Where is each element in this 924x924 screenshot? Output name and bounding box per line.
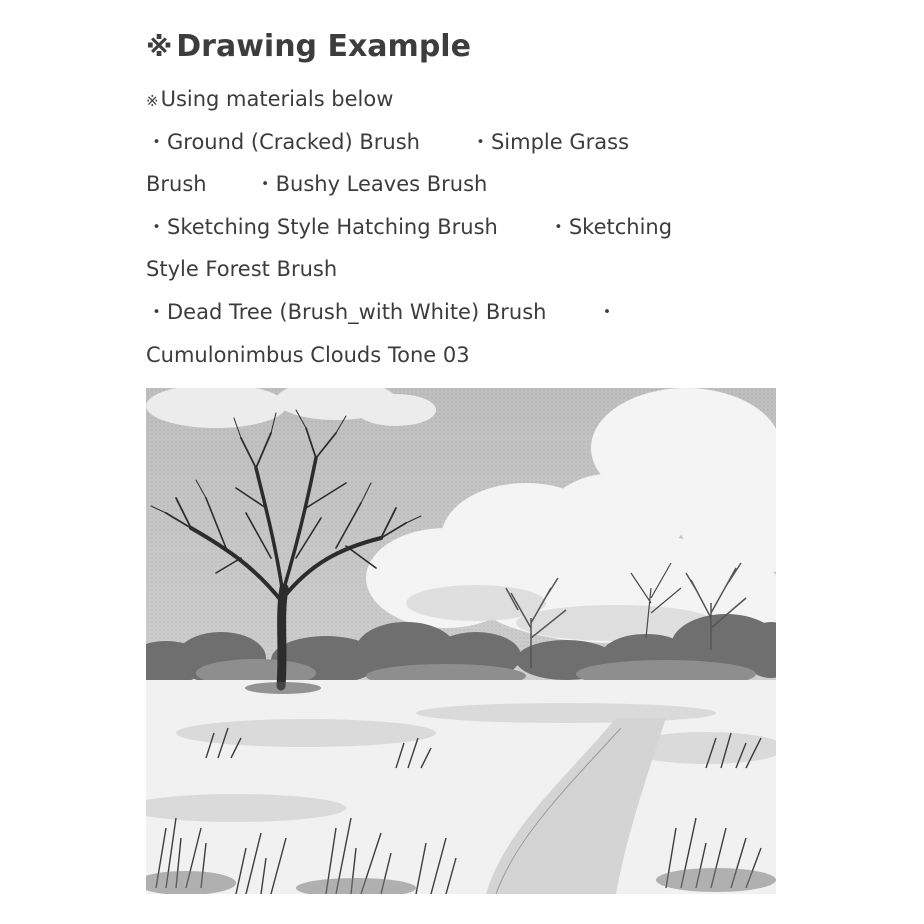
intro-line — [146, 78, 776, 121]
material-item-continued: Brush — [146, 172, 207, 197]
section-title: Drawing Example — [176, 29, 471, 64]
materials-line-1 — [146, 121, 776, 164]
section-heading — [146, 26, 776, 68]
landscape-illustration — [146, 388, 776, 894]
material-item: ・Sketching — [547, 214, 673, 239]
materials-line-5 — [146, 291, 776, 334]
landscape-drawing — [146, 388, 776, 894]
material-item: ・Dead Tree (Brush_with White) Brush — [146, 299, 547, 324]
material-item: ・Bushy Leaves Brush — [254, 172, 488, 197]
materials-line-2 — [146, 163, 776, 206]
material-item: ・Ground (Cracked) Brush — [146, 129, 420, 154]
material-item: ・Simple Grass — [469, 129, 630, 154]
material-item-continued: Cumulonimbus Clouds Tone 03 — [146, 342, 470, 367]
reference-mark-icon: ※ — [146, 92, 159, 110]
article-content — [146, 26, 776, 376]
materials-line-3 — [146, 206, 776, 249]
materials-line-4 — [146, 248, 776, 291]
material-item: ・ — [596, 299, 618, 324]
materials-line-6 — [146, 334, 776, 377]
material-item: ・Sketching Style Hatching Brush — [146, 214, 498, 239]
material-item-continued: Style Forest Brush — [146, 257, 338, 282]
materials-list — [146, 78, 776, 376]
intro-text: Using materials below — [160, 87, 394, 111]
reference-mark-icon: ※ — [146, 32, 173, 63]
